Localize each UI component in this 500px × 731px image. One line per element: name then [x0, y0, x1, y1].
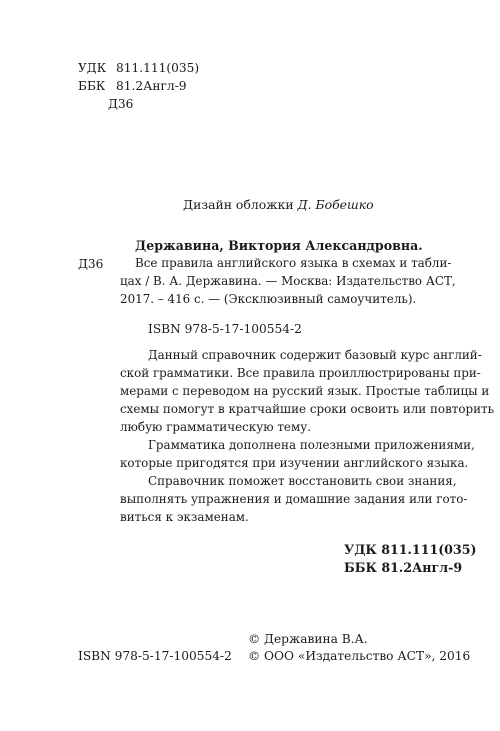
- annotation-line: виться к экзаменам.: [120, 510, 249, 524]
- bbk-bottom: ББК 81.2Англ-9: [344, 560, 463, 575]
- cover-designer-name: Д. Бобешко: [297, 197, 374, 212]
- cover-designer-label: Дизайн обложки: [183, 197, 294, 212]
- udk-bottom: УДК 811.111(035): [344, 542, 477, 557]
- annotation-line: схемы помогут в кратчайшие сроки освоить или повторить: [120, 402, 495, 416]
- annotation-line: которые пригодятся при изучении английского языка.: [120, 456, 469, 470]
- annotation-line: выполнять упражнения и домашние задания или гото-: [120, 492, 468, 506]
- annotation-line: ской грамматики. Все правила проиллюстрированы при-: [120, 366, 481, 380]
- cover-designer-line: [183, 199, 374, 211]
- bbk-top-key: ББК: [78, 79, 106, 93]
- bibliographic-line: цах / В. А. Державина. — Москва: Издательство АСТ,: [120, 274, 456, 288]
- annotation-line: Справочник поможет восстановить свои знания,: [148, 474, 457, 488]
- annotation-line: любую грамматическую тему.: [120, 420, 311, 434]
- author-mark-entry: Д36: [78, 257, 104, 271]
- author-heading: Державина, Виктория Александровна.: [135, 238, 423, 253]
- annotation-line: Данный справочник содержит базовый курс англий-: [148, 348, 482, 362]
- annotation-line: мерами с переводом на русский язык. Простые таблицы и: [120, 384, 490, 398]
- bibliographic-line: 2017. – 416 с. — (Эксклюзивный самоучитель).: [120, 292, 417, 306]
- isbn-bottom: ISBN 978-5-17-100554-2: [78, 649, 232, 663]
- isbn-entry: ISBN 978-5-17-100554-2: [148, 322, 302, 336]
- copyright-author: © Державина В.А.: [248, 632, 368, 646]
- annotation-line: Грамматика дополнена полезными приложениями,: [148, 438, 475, 452]
- bbk-top-line: [78, 80, 187, 92]
- bbk-top-value: 81.2Англ-9: [116, 79, 187, 93]
- author-mark-top: Д36: [108, 97, 134, 111]
- udk-top-line: [78, 62, 199, 74]
- copyright-publisher: © ООО «Издательство АСТ», 2016: [248, 649, 471, 663]
- udk-top-key: УДК: [78, 61, 107, 75]
- bibliographic-line: Все правила английского языка в схемах и табли-: [135, 256, 452, 270]
- udk-top-value: 811.111(035): [116, 61, 200, 75]
